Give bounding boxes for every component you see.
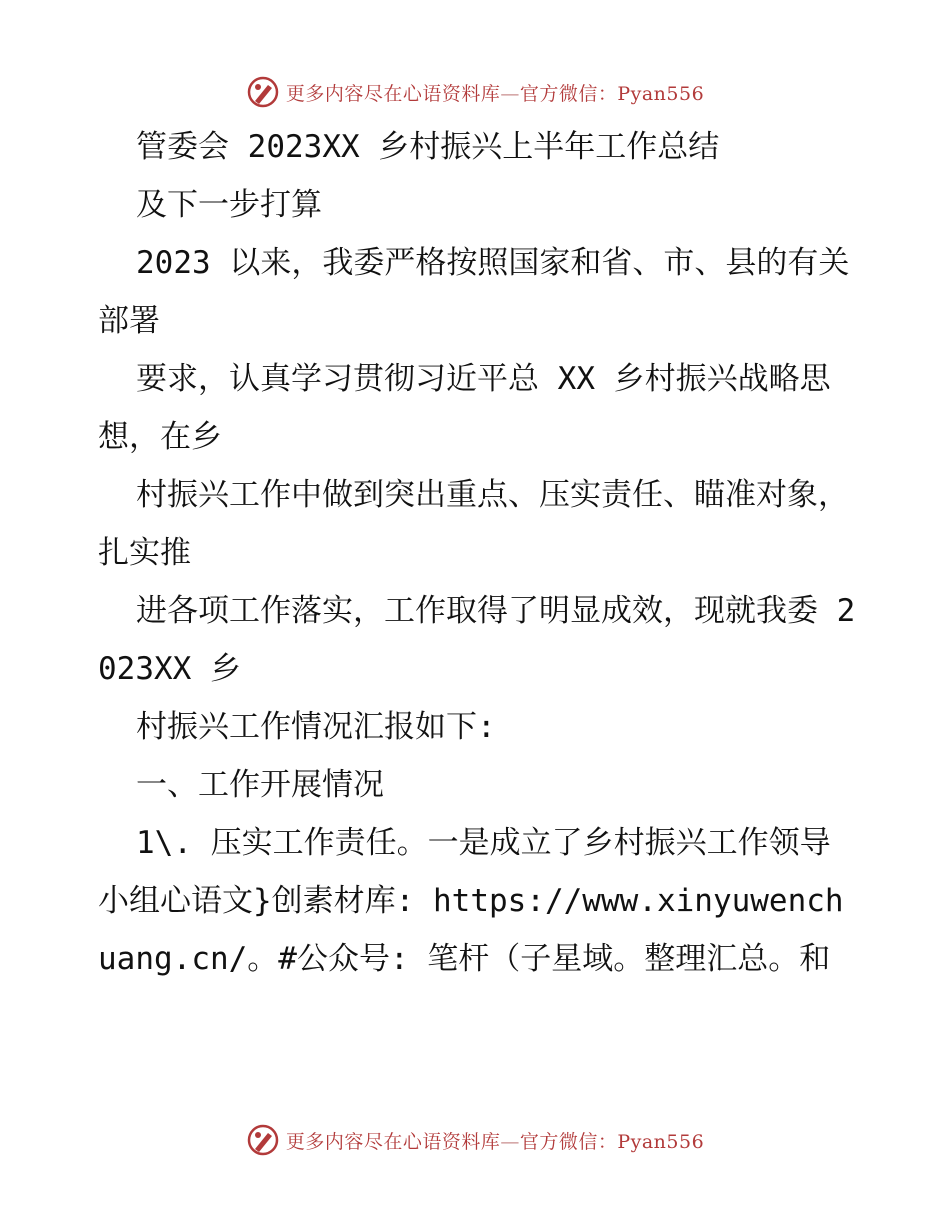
pen-logo-icon: [246, 1123, 280, 1157]
watermark-header: [0, 72, 950, 112]
doc-paragraph: 村振兴工作情况汇报如下:: [136, 709, 496, 745]
watermark-text: 更多内容尽在心语资料库—官方微信：Pyan556: [285, 82, 705, 105]
doc-paragraph: 进各项工作落实，工作取得了明显成效，现就我委 2023XX 乡: [98, 593, 856, 687]
doc-title-line-2: 及下一步打算: [136, 187, 322, 223]
pen-logo-icon: [246, 75, 280, 109]
doc-paragraph: 村振兴工作中做到突出重点、压实责任、瞄准对象，扎实推: [98, 477, 849, 571]
watermark-text: 更多内容尽在心语资料库—官方微信：Pyan556: [285, 1130, 705, 1153]
watermark-footer: [0, 1120, 950, 1160]
doc-paragraph: 1\. 压实工作责任。一是成立了乡村振兴工作领导小组心语文}创素材库: https://www.xinyuwenchuang.cn/。#公众号: 笔杆（子星域。整理汇总。和: [98, 825, 844, 977]
doc-paragraph: 要求，认真学习贯彻习近平总 XX 乡村振兴战略思想，在乡: [98, 361, 831, 455]
document-body: [98, 118, 858, 988]
doc-paragraph: 2023 以来，我委严格按照国家和省、市、县的有关部署: [98, 245, 850, 339]
doc-title-line-1: 管委会 2023XX 乡村振兴上半年工作总结: [136, 129, 720, 165]
section-heading: 一、工作开展情况: [136, 767, 384, 803]
